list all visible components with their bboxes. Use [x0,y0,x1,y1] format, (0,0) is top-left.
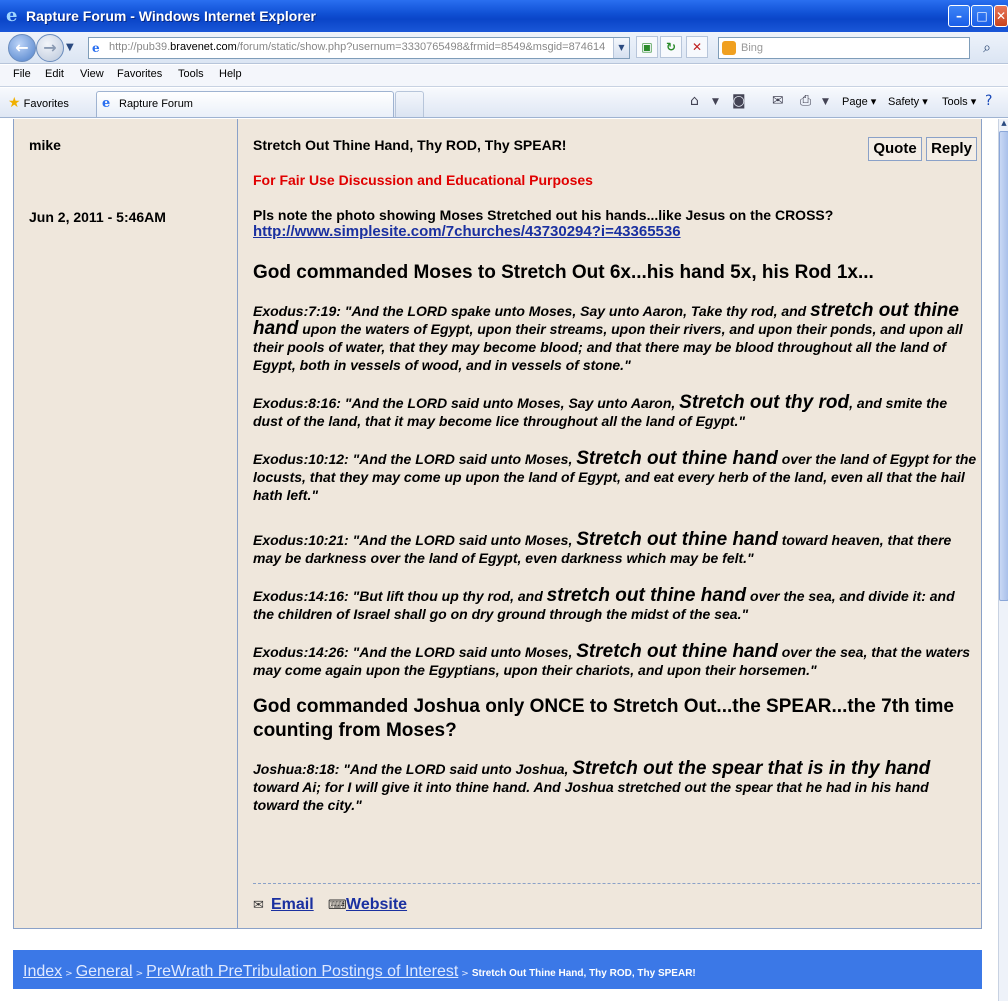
fair-use-notice: For Fair Use Discussion and Educational Purposes [253,172,593,188]
menu-favorites[interactable]: Favorites [117,68,163,80]
post-date: Jun 2, 2011 - 5:46AM [29,209,166,225]
close-button[interactable] [994,5,1008,27]
verse-exodus-8-16: Exodus:8:16: "And the LORD said unto Moses, Say unto Aaron, Stretch out thy rod, and smite the dust of the land, that it may become lice throughout all the land of Egypt." [253,392,948,429]
window-title: Rapture Forum - Windows Internet Explorer [26,8,317,24]
tools-menu[interactable]: Tools ▾ [942,96,977,108]
vertical-scrollbar[interactable] [998,119,1008,1001]
address-input[interactable] [88,37,630,59]
title-bar [0,0,1008,32]
menu-help[interactable]: Help [219,68,242,80]
page-menu[interactable]: Page ▾ [842,96,877,108]
search-placeholder: Bing [741,42,764,54]
post-footer [253,883,980,913]
print-icon[interactable]: ⎙ [800,93,812,109]
breadcrumb-index[interactable]: Index [23,963,63,980]
maximize-button[interactable] [971,5,993,27]
breadcrumb-current: Stretch Out Thine Hand, Thy ROD, Thy SPEAR! [471,968,696,979]
home-icon[interactable]: ⌂ [690,93,699,109]
menu-file[interactable]: File [13,68,31,80]
stop-icon[interactable]: ✕ [686,36,708,58]
home-dropdown-icon[interactable]: ▼ [712,97,719,107]
photo-note: Pls note the photo showing Moses Stretched out his hands...like Jesus on the CROSS? [253,207,834,223]
compatibility-view-icon[interactable]: ▣ [636,36,658,58]
maximize-icon: □ [976,9,988,23]
safety-menu[interactable]: Safety ▾ [888,96,928,108]
scrollbar-thumb[interactable] [999,131,1008,601]
scroll-up-icon[interactable]: ▲ [1001,119,1007,127]
post-body [253,137,978,834]
minimize-button[interactable] [948,5,970,27]
simplesite-link[interactable]: http://www.simplesite.com/7churches/43730294?i=43365536 [253,223,681,240]
quote-button[interactable]: Quote [868,137,922,161]
tab-page-icon: e [102,96,111,111]
breadcrumb-separator: > [65,969,73,979]
star-icon: ★ [8,94,21,110]
post-subject: Stretch Out Thine Hand, Thy ROD, Thy SPEAR! [253,137,567,153]
bing-icon [722,41,736,55]
new-tab-button[interactable] [395,91,424,117]
verse-exodus-14-26: Exodus:14:26: "And the LORD said unto Moses, Stretch out thine hand over the sea, that the waters may come again upon the Egyptians, upon their chariots, and upon their horsemen." [253,641,971,678]
forum-post [13,119,982,929]
page-content [0,119,998,1001]
print-dropdown-icon[interactable]: ▼ [822,97,829,107]
verse-exodus-10-12: Exodus:10:12: "And the LORD said unto Moses, Stretch out thine hand over the land of Egypt for the locusts, that they may come up upon the land of Egypt, and eat every herb of the land, even all that the hail hath left." [253,448,977,503]
breadcrumb [13,950,982,989]
breadcrumb-forum[interactable]: PreWrath PreTribulation Postings of Interest [146,963,459,980]
verse-exodus-10-21: Exodus:10:21: "And the LORD said unto Moses, Stretch out thine hand toward heaven, that there may be darkness over the land of Egypt, even darkness which may be felt." [253,529,952,566]
back-button[interactable] [8,34,36,62]
search-input[interactable] [718,37,970,59]
recent-pages-dropdown-icon[interactable]: ▼ [66,42,74,53]
menu-edit[interactable]: Edit [45,68,64,80]
verse-joshua-8-18: Joshua:8:18: "And the LORD said unto Joshua, Stretch out the spear that is in thy hand toward Ai; for I will give it into thine hand. And Joshua stretched out the spear that he had in his hand toward the city." [253,758,931,813]
url-text[interactable]: http://pub39.bravenet.com/forum/static/show.php?usernum=3330765498&frmid=8549&msgid=874614 [109,41,606,53]
refresh-icon[interactable]: ↻ [660,36,682,58]
breadcrumb-separator: > [461,969,469,979]
email-icon: ✉ [253,898,264,913]
minimize-icon: – [956,9,962,23]
menu-tools[interactable]: Tools [178,68,204,80]
website-icon: ⌨ [328,898,347,913]
website-link[interactable]: Website [346,896,408,913]
search-icon[interactable]: ⌕ [983,40,991,56]
favorites-button[interactable]: ★ Favorites [8,94,69,110]
menu-view[interactable]: View [80,68,104,80]
tab-label: Rapture Forum [119,98,193,110]
forward-arrow-icon: → [43,38,57,57]
close-icon: ✕ [995,9,1007,23]
breadcrumb-separator: > [135,969,144,979]
tab-rapture-forum[interactable] [96,91,394,117]
breadcrumb-general[interactable]: General [75,963,133,980]
page-icon: e [92,41,100,55]
reply-button[interactable]: Reply [926,137,977,161]
read-mail-icon[interactable]: ✉ [772,93,784,109]
verse-exodus-7-19: Exodus:7:19: "And the LORD spake unto Moses, Say unto Aaron, Take thy rod, and stretch out thine hand upon the waters of Egypt, upon their streams, upon their rivers, and upon their ponds, and upon all their pools of water, that they may become blood; and that there may be blood throughout all the land of Egypt, both in vessels of wood, and in vessels of stone." [253,300,963,373]
verse-exodus-14-16: Exodus:14:16: "But lift thou up thy rod, and stretch out thine hand over the sea, and divide it: and the children of Israel shall go on dry ground through the midst of the sea." [253,585,955,622]
menu-bar [0,65,1008,87]
heading-moses: God commanded Moses to Stretch Out 6x...his hand 5x, his Rod 1x... [253,262,874,283]
address-dropdown-icon[interactable]: ▼ [613,38,629,58]
feeds-icon[interactable]: ◙ [732,93,746,109]
back-arrow-icon: ← [15,38,29,57]
ie-logo-icon: e [6,5,18,26]
email-link[interactable]: Email [271,896,314,913]
column-divider [237,119,238,929]
heading-joshua: God commanded Joshua only ONCE to Stretch Out...the SPEAR...the 7th time counting from Moses? [253,696,954,741]
help-icon[interactable]: ? [985,93,993,109]
post-author: mike [29,137,61,153]
forward-button[interactable] [36,34,64,62]
